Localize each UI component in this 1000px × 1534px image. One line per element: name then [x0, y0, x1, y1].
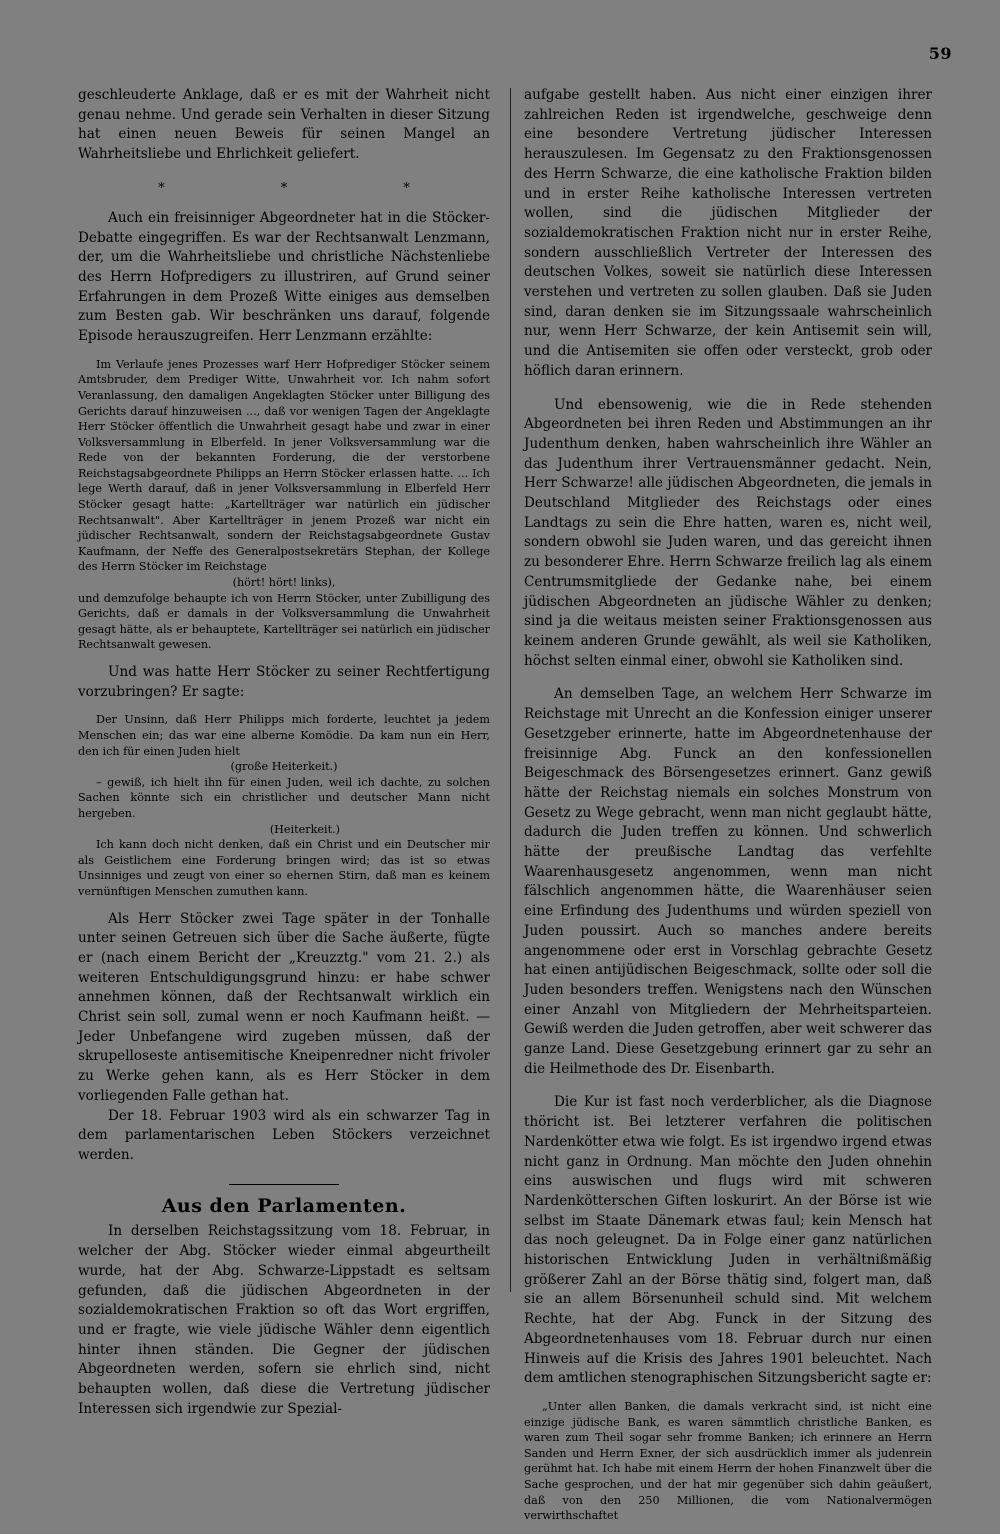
paragraph: Die Kur ist fast noch verderblicher, als die Diagnose thöricht ist. Bei letzterer verfahren die politischen Nardenkötter etwa wie folgt. Es ist irgendwo irgend etwas nicht ganz in Ordnung. Man möchte den Juden ohnehin eins auswischen und flugs wird mit schweren Nardenkötterschen Giften loskurirt. An der Börse ist wie selbst im Staate Dänemark etwas faul; kein Mensch hat das noch geleugnet. Da in Folge einer ganz natürlichen historischen Entwicklung Juden in verhältnißmäßig größerer Zahl an der Börse thätig sind, folgert man, daß sie an allem Börsenunheil schuld sind. Mit welchem Rechte, hat der Abg. Funck in der Sitzung des Abgeordnetenhauses vom 18. Februar durch nur einen Hinweis auf die Krisis des Jahres 1901 beleuchtet. Nach dem amtlichen stenographischen Sitzungsbericht sagte er: — [524, 1094, 932, 1387]
quote-paragraph: und demzufolge behaupte ich von Herrn Stöcker, unter Zubilligung des Gerichts, daß er damals in der Volksversammlung die Unwahrheit gesagt hätte, als er behauptete, Kartellträger sei natürlich ein jüdischer Rechtsanwalt gewesen. — [78, 591, 490, 652]
paragraph: Als Herr Stöcker zwei Tage später in der Tonhalle unter seinen Getreuen sich über die Sache äußerte, fügte er (nach einem Bericht der „Kreuzztg." vom 21. 2.) als weiteren Entschuldigungsgrund hinzu: er habe schwer annehmen können, daß der Rechtsanwalt wirklich ein Christ sein soll, zumal wenn er noch Kaufmann heißt. — Jeder Unbefangene wird zugeben müssen, daß der skrupelloseste antisemitische Kneipenredner nicht frivoler zu Werke gehen kann, als es Herr Stöcker in dem vorliegenden Falle gethan hat. — [78, 910, 490, 1104]
quote-paragraph: – gewiß, ich hielt ihn für einen Juden, weil ich dachte, zu solchen Sachen könnte sich ein christlicher und deutscher Mann nicht hergeben. — [78, 775, 490, 820]
column-rule — [510, 88, 511, 1292]
quote-paragraph: „Unter allen Banken, die damals verkracht sind, ist nicht eine einzige jüdische Bank, es waren sämmtlich christliche Banken, es waren zum Theil sogar sehr fromme Banken; ich erinnere an Herrn Sanden und Herrn Exner, der sich ausdrücklich immer als judenrein gerühmt hat. Ich habe mit einem Herrn der hohen Finanzwelt über die Sache gesprochen, und der hat mir gegenüber sich dahin geäußert, daß von den 250 Millionen, die vom Nationalvermögen verwirthschaftet — [524, 1400, 932, 1523]
quotation-block — [524, 1399, 932, 1524]
paragraph: geschleuderte Anklage, daß er es mit der Wahrheit nicht genau nehme. Und gerade sein Verhalten in dieser Sitzung hat einen neuen Beweis für seinen Mangel an Wahrheitsliebe und Ehrlichkeit geliefert. — [78, 87, 490, 163]
section-heading: Aus den Parlamenten. — [161, 1194, 407, 1217]
right-column — [524, 86, 932, 1534]
interjection: (hört! hört! links), — [232, 576, 336, 590]
paragraph: Und ebensowenig, wie die in Rede stehenden Abgeordneten bei ihren Reden und Abstimmungen an ihr Judenthum denken, haben wahrscheinlich ihre Wähler an das Judenthum ihrer Vertrauensmänner gedacht. Nein, Herr Schwarze! alle jüdischen Abgeordneten, die jemals in Deutschland Mitglieder des Reichstags oder eines Landtags zu sein die Ehre hatten, waren es, nicht weil, sondern obwohl sie Juden waren, und das gereicht ihnen zu besonderer Ehre. Herrn Schwarze freilich lag als einem Centrumsmitgliede der Gedanke nahe, bei einem jüdischen Abgeordneten an jüdische Wähler zu denken; sind ja die weitaus meisten seiner Fraktionsgenossen aus keinem anderen Grunde gewählt, als weil sie Katholiken, höchst selten einmal einer, obwohl sie Katholiken sind. — [524, 396, 932, 669]
interjection: (Heiterkeit.) — [269, 822, 340, 836]
paragraph: Auch ein freisinniger Abgeordneter hat in die Stöcker-Debatte eingegriffen. Es war der Rechtsanwalt Lenzmann, der, um die Wahrheitsliebe und christliche Nächstenliebe des Herrn Hofpredigers zu illustriren, auf Grund seiner Erfahrungen in dem Prozeß Witte einiges aus demselben zum Besten gab. Wir beschränken uns darauf, folgende Episode herauszugreifen. Herr Lenzmann erzählte: — [78, 209, 490, 345]
section-rule — [229, 1184, 339, 1185]
quote-paragraph: Der Unsinn, daß Herr Philipps mich forderte, leuchtet ja jedem Menschen ein; das war eine alberne Komödie. Da kam nun ein Herr, den ich für einen Juden hielt — [78, 713, 490, 758]
paragraph: In derselben Reichstagssitzung vom 18. Februar, in welcher der Abg. Stöcker wieder einmal abgeurtheilt wurde, hat der Abg. Schwarze-Lippstadt es seltsam gefunden, daß die jüdischen Abgeordneten in der sozialdemokratischen Fraktion so oft das Wort ergriffen, und er fragte, wie viele jüdische Wähler denn eigentlich hinter ihnen ständen. Die Gegner der jüdischen Abgeordneten werden, sofern sie ehrlich sind, nicht behaupten wollen, daß diese die Vertretung jüdischer Interessen sich irgendwie zur Spezial- — [78, 1223, 490, 1417]
quotation-block — [78, 357, 490, 653]
paragraph: Der 18. Februar 1903 wird als ein schwarzer Tag in dem parlamentarischen Leben Stöckers verzeichnet werden. — [78, 1107, 490, 1163]
quotation-block — [78, 712, 490, 899]
page-number: 59 — [928, 44, 952, 63]
quote-paragraph: Ich kann doch nicht denken, daß ein Christ und ein Deutscher mir als Geistlichem eine Forderung bringen wird; das ist so etwas Unsinniges und zeugt von einer so ehernen Stirn, daß man es keinem vernünftigen Menschen zumuthen kann. — [78, 838, 490, 898]
left-column — [78, 86, 490, 1419]
paragraph: An demselben Tage, an welchem Herr Schwarze im Reichstage mit Unrecht an die Konfession einiger unserer Gesetzgeber erinnerte, hatte im Abgeordnetenhause der freisinnige Abg. Funck an den konfessionellen Beigeschmack des Börsengesetzes erinnert. Ganz gewiß hätte der Reichstag niemals ein solches Monstrum von Gesetz zu Wege gebracht, wenn man nicht geglaubt hätte, dadurch die Juden treffen zu können. Und schwerlich hätte der preußische Landtag das verfehlte Waarenhausgesetz angenommen, wenn man nicht fälschlich angenommen hätte, die Waarenhäuser seien eine Erfindung des Judenthums und würden speziell von Juden poussirt. Auch so manches andere bereits angenommene oder erst in Vorschlag gebrachte Gesetz hat einen antijüdischen Beigeschmack, sollte oder soll die Juden besonders treffen. Wenigstens nach den Wünschen einer Anzahl von Mitgliedern der Mehrheitsparteien. Gewiß werden die Juden getroffen, aber weit schwerer das ganze Land. Diese Gesetzgebung erinnert gar zu sehr an die Heilmethode des Dr. Eisenbarth. — [524, 686, 932, 1077]
paragraph: aufgabe gestellt haben. Aus nicht einer einzigen ihrer zahlreichen Reden ist irgendwelche, geschweige denn eine besondere Vertretung jüdischer Interessen herauszulesen. Im Gegensatz zu den Fraktionsgenossen des Herrn Schwarze, die eine katholische Fraktion bilden und in erster Reihe katholische Interessen vertreten wollen, sind die jüdischen Mitglieder der sozialdemokratischen Fraktion nicht nur in erster Reihe, sondern ausschließlich Vertreter der Interessen des deutschen Volkes, soweit sie natürlich diese Interessen verstehen und vertreten zu sollen glauben. Daß sie Juden sind, daran denken sie im Sitzungssaale wahrscheinlich nur, wenn Herr Schwarze, der kein Antisemit sein will, und die Antisemiten sie offen oder versteckt, grob oder höflich daran erinnern. — [524, 87, 932, 379]
section-divider-stars: * * * — [158, 180, 466, 196]
paragraph: Und was hatte Herr Stöcker zu seiner Rechtfertigung vorzubringen? Er sagte: — [78, 664, 490, 700]
interjection: (große Heiterkeit.) — [230, 760, 338, 774]
quote-paragraph: Im Verlaufe jenes Prozesses warf Herr Hofprediger Stöcker seinem Amtsbruder, dem Prediger Witte, Unwahrheit vor. Ich nahm sofort Veranlassung, den damaligen Angeklagten Stöcker unter Billigung des Gerichts darauf hinzuweisen ..., daß vor wenigen Tagen der Angeklagte Herr Stöcker öffentlich die Unwahrheit gesagt habe und zwar in einer Volksversammlung in Elberfeld. In jener Volksversammlung war die Rede von der bekannten Forderung, die der verstorbene Reichstagsabgeordnete Philipps an Herrn Stöcker erlassen hatte. ... Ich lege Werth darauf, daß in jener Volksversammlung in Elberfeld Herr Stöcker gesagt hatte: „Kartellträger war natürlich ein jüdischer Rechtsanwalt". Aber Kartellträger in jenem Prozeß war nicht ein jüdischer Rechtsanwalt, sondern der Reichstagsabgeordnete Gustav Kaufmann, der Neffe des Generalpostsekretärs Stephan, der Kollege des Herrn Stöcker im Reichstage — [78, 357, 490, 574]
